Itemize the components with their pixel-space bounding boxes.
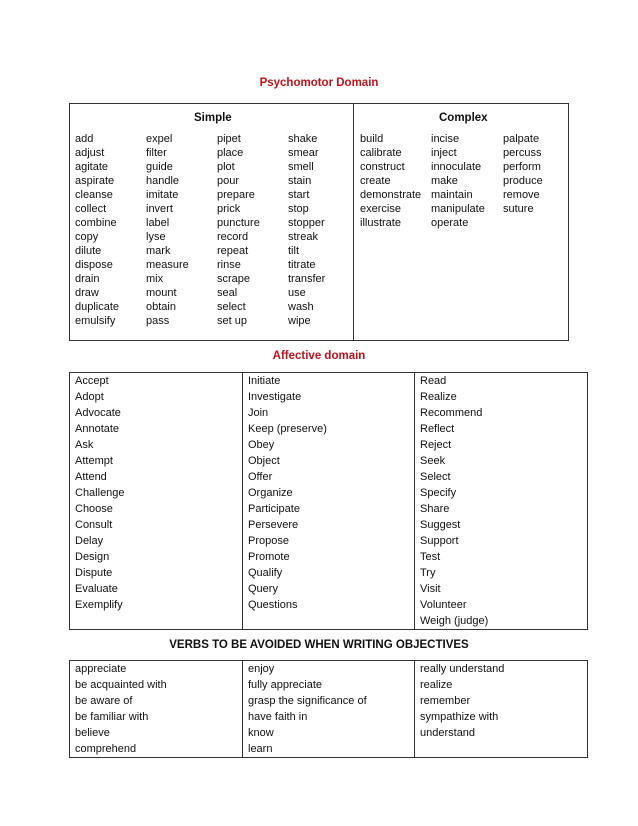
table-cell: Promote xyxy=(243,549,415,565)
verb-item: pipet xyxy=(217,133,241,145)
table-cell: comprehend xyxy=(70,741,243,758)
table-cell: remember xyxy=(415,693,588,709)
verb-item: exercise xyxy=(360,203,401,215)
verb-item: pour xyxy=(217,175,240,187)
verb-item: pass xyxy=(146,315,170,327)
table-cell: Visit xyxy=(415,581,588,597)
simple-column-1 xyxy=(75,132,119,328)
verb-item: demonstrate xyxy=(360,189,422,201)
table-cell: grasp the significance of xyxy=(243,693,415,709)
verb-item: wipe xyxy=(288,315,311,327)
table-row xyxy=(70,501,588,517)
table-cell: Select xyxy=(415,469,588,485)
verb-item: adjust xyxy=(75,147,105,159)
table-cell: Obey xyxy=(243,437,415,453)
verb-item: collect xyxy=(75,203,107,215)
table-row xyxy=(70,581,588,597)
table-cell: sympathize with xyxy=(415,709,588,725)
verb-item: incise xyxy=(431,133,460,145)
table-cell: Ask xyxy=(70,437,243,453)
verb-item: calibrate xyxy=(360,147,402,159)
verb-item: emulsify xyxy=(75,315,116,327)
verb-item: record xyxy=(217,231,249,243)
table-cell: Propose xyxy=(243,533,415,549)
table-cell: Adopt xyxy=(70,389,243,405)
table-row xyxy=(70,517,588,533)
verb-item: innoculate xyxy=(431,161,482,173)
table-cell: Accept xyxy=(70,373,243,390)
verb-item: combine xyxy=(75,217,117,229)
table-cell: Dispute xyxy=(70,565,243,581)
table-row xyxy=(70,389,588,405)
table-cell: be acquainted with xyxy=(70,677,243,693)
verb-item: dispose xyxy=(75,259,113,271)
verb-item: duplicate xyxy=(75,301,120,313)
table-cell: understand xyxy=(415,725,588,741)
table-row xyxy=(70,565,588,581)
avoid-verbs-table xyxy=(69,660,588,758)
verb-item: produce xyxy=(503,175,543,187)
verb-item: inject xyxy=(431,147,457,159)
verb-item: lyse xyxy=(146,231,166,243)
table-cell: Object xyxy=(243,453,415,469)
verb-item: smell xyxy=(288,161,314,173)
table-cell: know xyxy=(243,725,415,741)
verb-item: guide xyxy=(146,161,173,173)
verb-item: rinse xyxy=(217,259,241,271)
table-cell: Challenge xyxy=(70,485,243,501)
table-cell: Questions xyxy=(243,597,415,613)
table-row xyxy=(70,405,588,421)
verb-item: build xyxy=(360,133,384,145)
verb-item: stop xyxy=(288,203,309,215)
verb-item: label xyxy=(146,217,170,229)
table-cell: Share xyxy=(415,501,588,517)
table-row xyxy=(70,533,588,549)
table-cell: Participate xyxy=(243,501,415,517)
table-cell: Keep (preserve) xyxy=(243,421,415,437)
simple-column-3 xyxy=(217,132,260,328)
verb-item: mark xyxy=(146,245,171,257)
complex-heading: Complex xyxy=(439,112,488,124)
table-cell: Realize xyxy=(415,389,588,405)
table-row xyxy=(70,693,588,709)
table-cell: realize xyxy=(415,677,588,693)
affective-title: Affective domain xyxy=(272,350,366,362)
table-row xyxy=(70,549,588,565)
psychomotor-column-divider xyxy=(353,103,354,341)
verb-item: agitate xyxy=(75,161,109,173)
table-cell: Exemplify xyxy=(70,597,243,613)
verb-item: add xyxy=(75,133,94,145)
table-cell: appreciate xyxy=(70,661,243,678)
verb-item: place xyxy=(217,147,244,159)
verb-item: smear xyxy=(288,147,319,159)
complex-column-2 xyxy=(431,132,485,230)
verb-item: make xyxy=(431,175,458,187)
psychomotor-title: Psychomotor Domain xyxy=(259,77,379,89)
table-cell: Attend xyxy=(70,469,243,485)
verb-item: seal xyxy=(217,287,238,299)
table-cell: Initiate xyxy=(243,373,415,390)
table-cell: Recommend xyxy=(415,405,588,421)
table-cell: fully appreciate xyxy=(243,677,415,693)
verb-item: draw xyxy=(75,287,99,299)
verb-item: construct xyxy=(360,161,405,173)
table-row xyxy=(70,421,588,437)
table-cell: Reflect xyxy=(415,421,588,437)
verb-item: puncture xyxy=(217,217,260,229)
verb-item: select xyxy=(217,301,246,313)
verb-item: stopper xyxy=(288,217,325,229)
table-row xyxy=(70,453,588,469)
verb-item: handle xyxy=(146,175,180,187)
table-cell: Seek xyxy=(415,453,588,469)
affective-table xyxy=(69,372,588,630)
table-cell: Reject xyxy=(415,437,588,453)
verb-item: cleanse xyxy=(75,189,113,201)
table-row xyxy=(70,709,588,725)
table-row xyxy=(70,437,588,453)
verb-item: imitate xyxy=(146,189,179,201)
table-cell: Evaluate xyxy=(70,581,243,597)
verb-item: create xyxy=(360,175,391,187)
verb-item: use xyxy=(288,287,306,299)
verb-item: maintain xyxy=(431,189,473,201)
table-cell: Read xyxy=(415,373,588,390)
table-cell: Query xyxy=(243,581,415,597)
verb-item: palpate xyxy=(503,133,540,145)
verb-item: start xyxy=(288,189,310,201)
verb-item: tilt xyxy=(288,245,299,257)
verb-item: obtain xyxy=(146,301,176,313)
table-cell: Choose xyxy=(70,501,243,517)
table-cell: learn xyxy=(243,741,415,758)
table-row xyxy=(70,741,588,758)
table-cell: Persevere xyxy=(243,517,415,533)
table-cell: Attempt xyxy=(70,453,243,469)
avoid-verbs-title: VERBS TO BE AVOIDED WHEN WRITING OBJECTIVES xyxy=(169,639,469,651)
verb-item: mix xyxy=(146,273,164,285)
verb-item: operate xyxy=(431,217,469,229)
table-row xyxy=(70,725,588,741)
verb-item: dilute xyxy=(75,245,102,257)
verb-item: mount xyxy=(146,287,177,299)
verb-item: expel xyxy=(146,133,173,145)
verb-item: scrape xyxy=(217,273,251,285)
verb-item: repeat xyxy=(217,245,249,257)
verb-item: copy xyxy=(75,231,99,243)
table-cell: Consult xyxy=(70,517,243,533)
table-row xyxy=(70,485,588,501)
table-cell xyxy=(70,613,243,630)
table-cell: be familiar with xyxy=(70,709,243,725)
table-row xyxy=(70,677,588,693)
table-cell: really understand xyxy=(415,661,588,678)
verb-item: set up xyxy=(217,315,247,327)
complex-column-3 xyxy=(503,132,543,216)
table-cell: have faith in xyxy=(243,709,415,725)
verb-item: drain xyxy=(75,273,100,285)
table-row xyxy=(70,613,588,630)
table-cell xyxy=(415,741,588,758)
verb-item: filter xyxy=(146,147,167,159)
table-cell: Organize xyxy=(243,485,415,501)
table-row xyxy=(70,373,588,390)
table-row xyxy=(70,661,588,678)
table-cell: enjoy xyxy=(243,661,415,678)
table-cell: Qualify xyxy=(243,565,415,581)
table-cell: believe xyxy=(70,725,243,741)
verb-item: titrate xyxy=(288,259,316,271)
table-cell: Suggest xyxy=(415,517,588,533)
verb-item: illustrate xyxy=(360,217,401,229)
verb-item: streak xyxy=(288,231,318,243)
verb-item: invert xyxy=(146,203,173,215)
table-cell: Delay xyxy=(70,533,243,549)
table-cell: Specify xyxy=(415,485,588,501)
table-cell: Annotate xyxy=(70,421,243,437)
verb-item: suture xyxy=(503,203,534,215)
table-cell: Volunteer xyxy=(415,597,588,613)
verb-item: transfer xyxy=(288,273,326,285)
table-cell: Test xyxy=(415,549,588,565)
simple-heading: Simple xyxy=(194,112,232,124)
table-cell: Join xyxy=(243,405,415,421)
table-row xyxy=(70,469,588,485)
simple-column-2 xyxy=(146,132,189,328)
verb-item: manipulate xyxy=(431,203,485,215)
verb-item: perform xyxy=(503,161,541,173)
verb-item: plot xyxy=(217,161,235,173)
table-cell: Support xyxy=(415,533,588,549)
table-cell: Design xyxy=(70,549,243,565)
table-cell: Investigate xyxy=(243,389,415,405)
table-cell: be aware of xyxy=(70,693,243,709)
verb-item: stain xyxy=(288,175,312,187)
table-cell: Advocate xyxy=(70,405,243,421)
table-cell: Weigh (judge) xyxy=(415,613,588,630)
verb-item: remove xyxy=(503,189,540,201)
complex-column-1 xyxy=(360,132,421,230)
verb-item: measure xyxy=(146,259,189,271)
table-cell: Offer xyxy=(243,469,415,485)
table-cell xyxy=(243,613,415,630)
verb-item: aspirate xyxy=(75,175,115,187)
table-cell: Try xyxy=(415,565,588,581)
verb-item: shake xyxy=(288,133,318,145)
table-row xyxy=(70,597,588,613)
verb-item: prick xyxy=(217,203,241,215)
simple-column-4 xyxy=(288,132,325,328)
verb-item: percuss xyxy=(503,147,542,159)
verb-item: wash xyxy=(288,301,314,313)
verb-item: prepare xyxy=(217,189,255,201)
